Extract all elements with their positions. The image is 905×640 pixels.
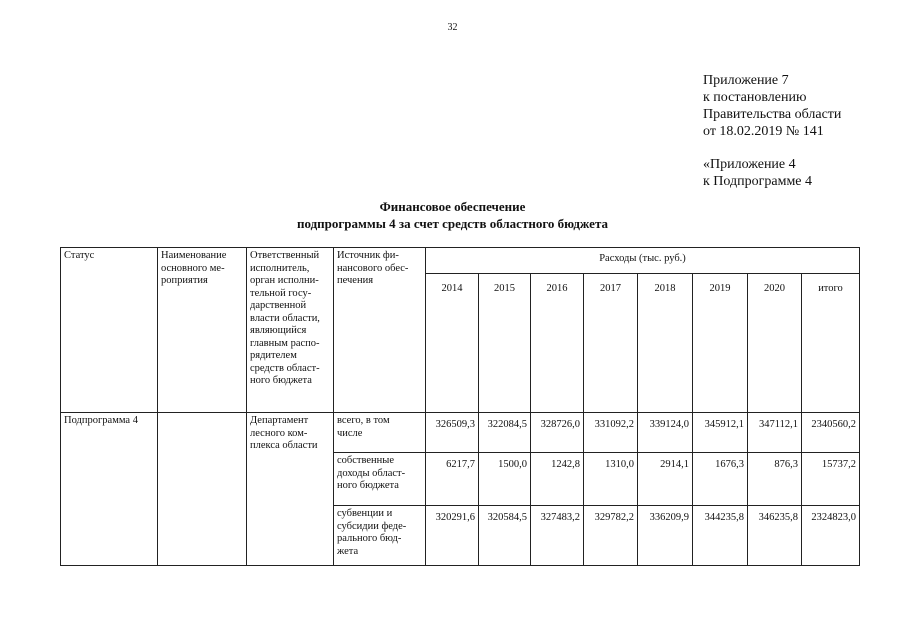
header-executor: Ответственный исполнитель, орган исполни- тельной госу- дарственной власти области, являющийся главным распо- рядителем средств област- ного бюджета — [247, 248, 334, 413]
document-title — [0, 198, 905, 232]
cell-value: 876,3 — [748, 453, 802, 506]
header-total: итого — [802, 274, 860, 413]
cell-value: 6217,7 — [426, 453, 479, 506]
header-expenses: Расходы (тыс. руб.) — [426, 248, 860, 274]
cell-value: 1310,0 — [584, 453, 638, 506]
cell-total: 2324823,0 — [802, 506, 860, 566]
header-year: 2017 — [584, 274, 638, 413]
cell-value: 327483,2 — [531, 506, 584, 566]
cell-value: 320291,6 — [426, 506, 479, 566]
header-year: 2016 — [531, 274, 584, 413]
cell-source: субвенции и субсидии феде- рального бюд- жета — [334, 506, 426, 566]
cell-value: 1500,0 — [479, 453, 531, 506]
cell-value: 346235,8 — [748, 506, 802, 566]
cell-value: 331092,2 — [584, 413, 638, 453]
header-name: Наименование основного ме- роприятия — [158, 248, 247, 413]
cell-value: 2914,1 — [638, 453, 693, 506]
cell-status: Подпрограмма 4 — [61, 413, 158, 566]
finance-table — [60, 247, 860, 566]
header-status: Статус — [61, 248, 158, 413]
cell-value: 320584,5 — [479, 506, 531, 566]
cell-total: 2340560,2 — [802, 413, 860, 453]
appendix-line: «Приложение 4 — [703, 157, 796, 172]
appendix-line: Приложение 7 — [703, 73, 789, 88]
cell-value: 322084,5 — [479, 413, 531, 453]
cell-executor: Департамент лесного ком- плекса области — [247, 413, 334, 566]
header-source: Источник фи- нансового обес- печения — [334, 248, 426, 413]
cell-total: 15737,2 — [802, 453, 860, 506]
page-number: 32 — [447, 22, 458, 33]
cell-value: 326509,3 — [426, 413, 479, 453]
cell-value: 328726,0 — [531, 413, 584, 453]
cell-source: собственные доходы област- ного бюджета — [334, 453, 426, 506]
header-year: 2014 — [426, 274, 479, 413]
appendix-line: к постановлению — [703, 90, 807, 105]
spacer — [703, 140, 841, 156]
cell-value: 345912,1 — [693, 413, 748, 453]
cell-value: 347112,1 — [748, 413, 802, 453]
cell-name — [158, 413, 247, 566]
cell-value: 339124,0 — [638, 413, 693, 453]
cell-value: 336209,9 — [638, 506, 693, 566]
appendix-line: к Подпрограмме 4 — [703, 174, 813, 189]
header-year: 2018 — [638, 274, 693, 413]
appendix-line: Правительства области — [703, 107, 842, 122]
appendix-line: от 18.02.2019 № 141 — [703, 124, 824, 139]
header-year: 2020 — [748, 274, 802, 413]
cell-value: 329782,2 — [584, 506, 638, 566]
cell-value: 1676,3 — [693, 453, 748, 506]
header-year: 2015 — [479, 274, 531, 413]
title-line: Финансовое обеспечение — [379, 199, 526, 214]
cell-value: 344235,8 — [693, 506, 748, 566]
title-line: подпрограммы 4 за счет средств областного бюджета — [296, 216, 608, 231]
cell-value: 1242,8 — [531, 453, 584, 506]
header-year: 2019 — [693, 274, 748, 413]
cell-source: всего, в том числе — [334, 413, 426, 453]
appendix-header — [703, 72, 841, 190]
